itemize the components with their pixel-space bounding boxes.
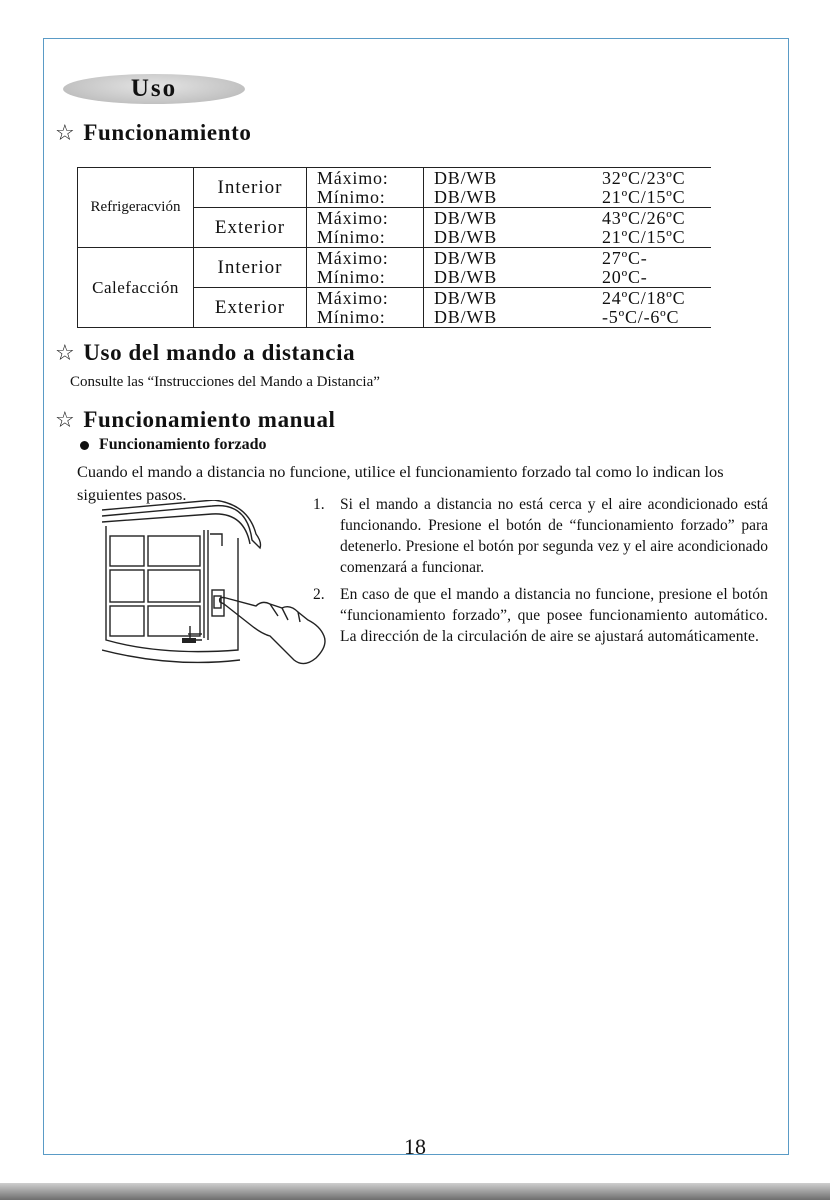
page-number: 18 xyxy=(404,1134,426,1159)
table-row xyxy=(78,168,711,208)
temperature-value: 21ºC/15ºC xyxy=(602,186,686,207)
limit-label: Máximo: xyxy=(317,207,389,228)
bullet-icon xyxy=(80,441,89,450)
step-text: Si el mando a distancia no está cerca y el aire acondicionado está funcionando. Presione el botón de “funcionamiento forzado” para detenerlo. Presione el botón por segunda vez y el aire acondicionado comenzará a funcionar. xyxy=(340,496,768,576)
limit-label: Máximo: xyxy=(317,247,389,268)
step-1 xyxy=(313,494,768,578)
heading-manual-text: Funcionamiento manual xyxy=(83,407,336,432)
measure-type: DB/WB xyxy=(434,186,498,207)
page-title: Uso xyxy=(130,75,178,102)
measure-type: DB/WB xyxy=(434,247,498,268)
heading-remote xyxy=(55,340,355,366)
star-outline-icon: ☆ xyxy=(55,120,76,146)
temperature-value: -5ºC/-6ºC xyxy=(602,306,680,327)
temperature-value: 43ºC/26ºC xyxy=(602,207,686,228)
location-cell: Interior xyxy=(194,248,307,288)
air-conditioner-hand-press-illustration xyxy=(102,500,336,668)
section-title-badge xyxy=(63,74,245,104)
location-cell: Exterior xyxy=(194,288,307,328)
star-outline-icon: ☆ xyxy=(55,407,76,433)
temperature-value: 27ºC- xyxy=(602,247,648,268)
step-2 xyxy=(313,584,768,647)
location-cell: Exterior xyxy=(194,208,307,248)
subheading-forced-text: Funcionamiento forzado xyxy=(99,436,267,453)
step-number: 2. xyxy=(313,586,325,603)
star-outline-icon: ☆ xyxy=(55,340,76,366)
limit-label: Máximo: xyxy=(317,287,389,308)
step-text: En caso de que el mando a distancia no funcione, presione el botón “funcionamiento forzado”, que posee funcionamiento automático. La dirección de la circulación de aire se ajustará automáticamente. xyxy=(340,586,768,645)
subheading-forced xyxy=(80,436,267,454)
temperature-value: 24ºC/18ºC xyxy=(602,287,686,308)
measure-type: DB/WB xyxy=(434,306,498,327)
temperature-value: 21ºC/15ºC xyxy=(602,226,686,247)
heading-remote-text: Uso del mando a distancia xyxy=(83,340,356,365)
heading-manual xyxy=(55,407,336,433)
heading-operation xyxy=(55,120,251,146)
temperature-value: 20ºC- xyxy=(602,266,648,287)
table-row xyxy=(78,248,711,288)
mode-cell: Calefacción xyxy=(78,248,194,328)
mode-cell: Refrigeracvión xyxy=(78,168,194,248)
location-cell: Interior xyxy=(194,168,307,208)
measure-type: DB/WB xyxy=(434,167,498,188)
limit-label: Mínimo: xyxy=(317,306,386,327)
step-number: 1. xyxy=(313,496,325,513)
measure-type: DB/WB xyxy=(434,266,498,287)
remote-instructions-text: Consulte las “Instrucciones del Mando a Distancia” xyxy=(70,374,380,390)
page-bottom-edge xyxy=(0,1183,830,1200)
limit-label: Mínimo: xyxy=(317,186,386,207)
measure-type: DB/WB xyxy=(434,287,498,308)
heading-operation-text: Funcionamiento xyxy=(83,120,252,145)
limit-label: Máximo: xyxy=(317,167,389,188)
operation-limits-table xyxy=(77,167,711,328)
limit-label: Mínimo: xyxy=(317,266,386,287)
measure-type: DB/WB xyxy=(434,226,498,247)
intro-paragraph: Cuando el mando a distancia no funcione, utilice el funcionamiento forzado tal como lo indican los siguientes pasos. xyxy=(77,462,724,504)
measure-type: DB/WB xyxy=(434,207,498,228)
limit-label: Mínimo: xyxy=(317,226,386,247)
temperature-value: 32ºC/23ºC xyxy=(602,167,686,188)
